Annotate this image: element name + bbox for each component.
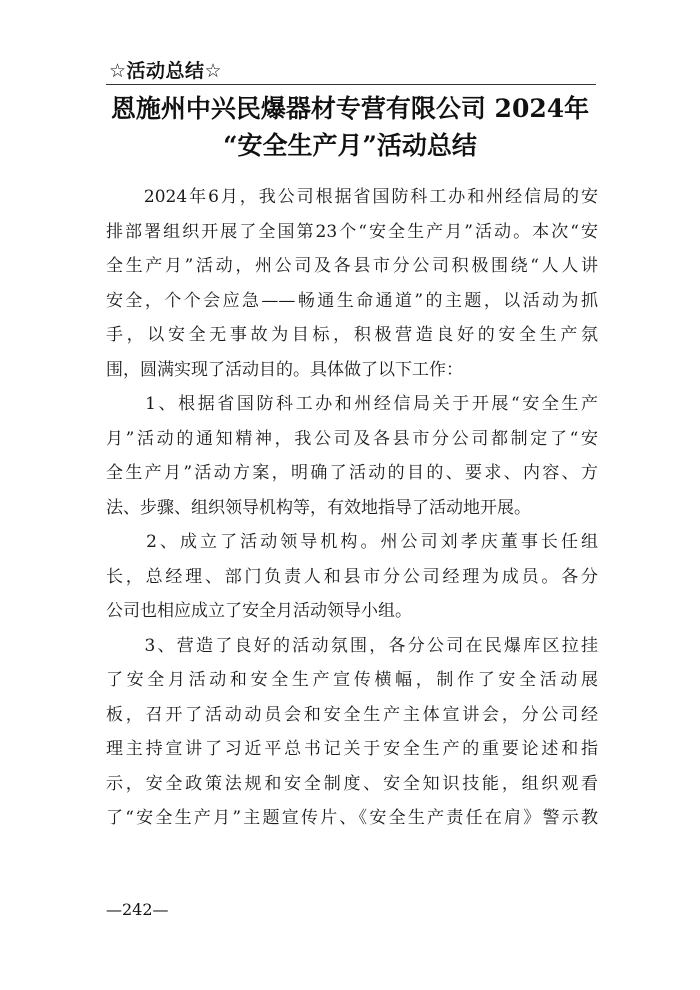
text-line: 全生产月”活动方案，明确了活动的目的、要求、内容、方 [106, 463, 598, 483]
text-line: 了“安全生产月”主题宣传片、《安全生产责任在肩》警示教 [106, 808, 598, 828]
text-line: 2、成立了活动领导机构。州公司刘孝庆董事长任组 [106, 532, 598, 552]
text-line: 安全，个个会应急——畅通生命通道”的主题，以活动为抓 [106, 290, 598, 311]
text-line: 长，总经理、部门负责人和县市分公司经理为成员。各分 [106, 566, 598, 587]
header-divider [106, 84, 596, 85]
paragraph-item-1 [106, 387, 598, 525]
page-number: —242— [106, 900, 169, 919]
section-label: ☆活动总结☆ [109, 60, 223, 82]
document-body [106, 180, 598, 836]
document-title-line-2: “安全生产月”活动总结 [223, 131, 477, 160]
text-line: 公司也相应成立了安全月活动领导小组。 [106, 601, 412, 621]
text-line: 排部署组织开展了全国第23个“安全生产月”活动。本次“安 [106, 221, 598, 242]
paragraph-item-3 [106, 629, 598, 836]
text-line: 月”活动的通知精神，我公司及各县市分公司都制定了“安 [106, 428, 598, 449]
text-line: 2024年6月，我公司根据省国防科工办和州经信局的安 [106, 187, 598, 207]
text-line: 了安全月活动和安全生产宣传横幅，制作了安全活动展 [106, 670, 598, 690]
text-line: 示，安全政策法规和安全制度、安全知识技能，组织观看 [106, 773, 598, 794]
text-line: 手，以安全无事故为目标，积极营造良好的安全生产氛 [106, 325, 598, 345]
text-line: 全生产月”活动，州公司及各县市分公司积极围绕“人人讲 [106, 256, 598, 276]
paragraph-intro [106, 180, 598, 387]
document-title-line-1: 恩施州中兴民爆器材专营有限公司 2024年 [110, 94, 590, 123]
text-line: 板，召开了活动动员会和安全生产主体宣讲会，分公司经 [106, 704, 598, 725]
text-line: 3、营造了良好的活动氛围，各分公司在民爆库区拉挂 [106, 635, 598, 656]
text-line: 围，圆满实现了活动目的。具体做了以下工作： [106, 359, 463, 380]
text-line: 1、根据省国防科工办和州经信局关于开展“安全生产 [106, 394, 598, 414]
text-line: 法、步骤、组织领导机构等，有效地指导了活动地开展。 [106, 497, 531, 518]
paragraph-item-2 [106, 525, 598, 629]
text-line: 理主持宣讲了习近平总书记关于安全生产的重要论述和指 [106, 739, 598, 759]
